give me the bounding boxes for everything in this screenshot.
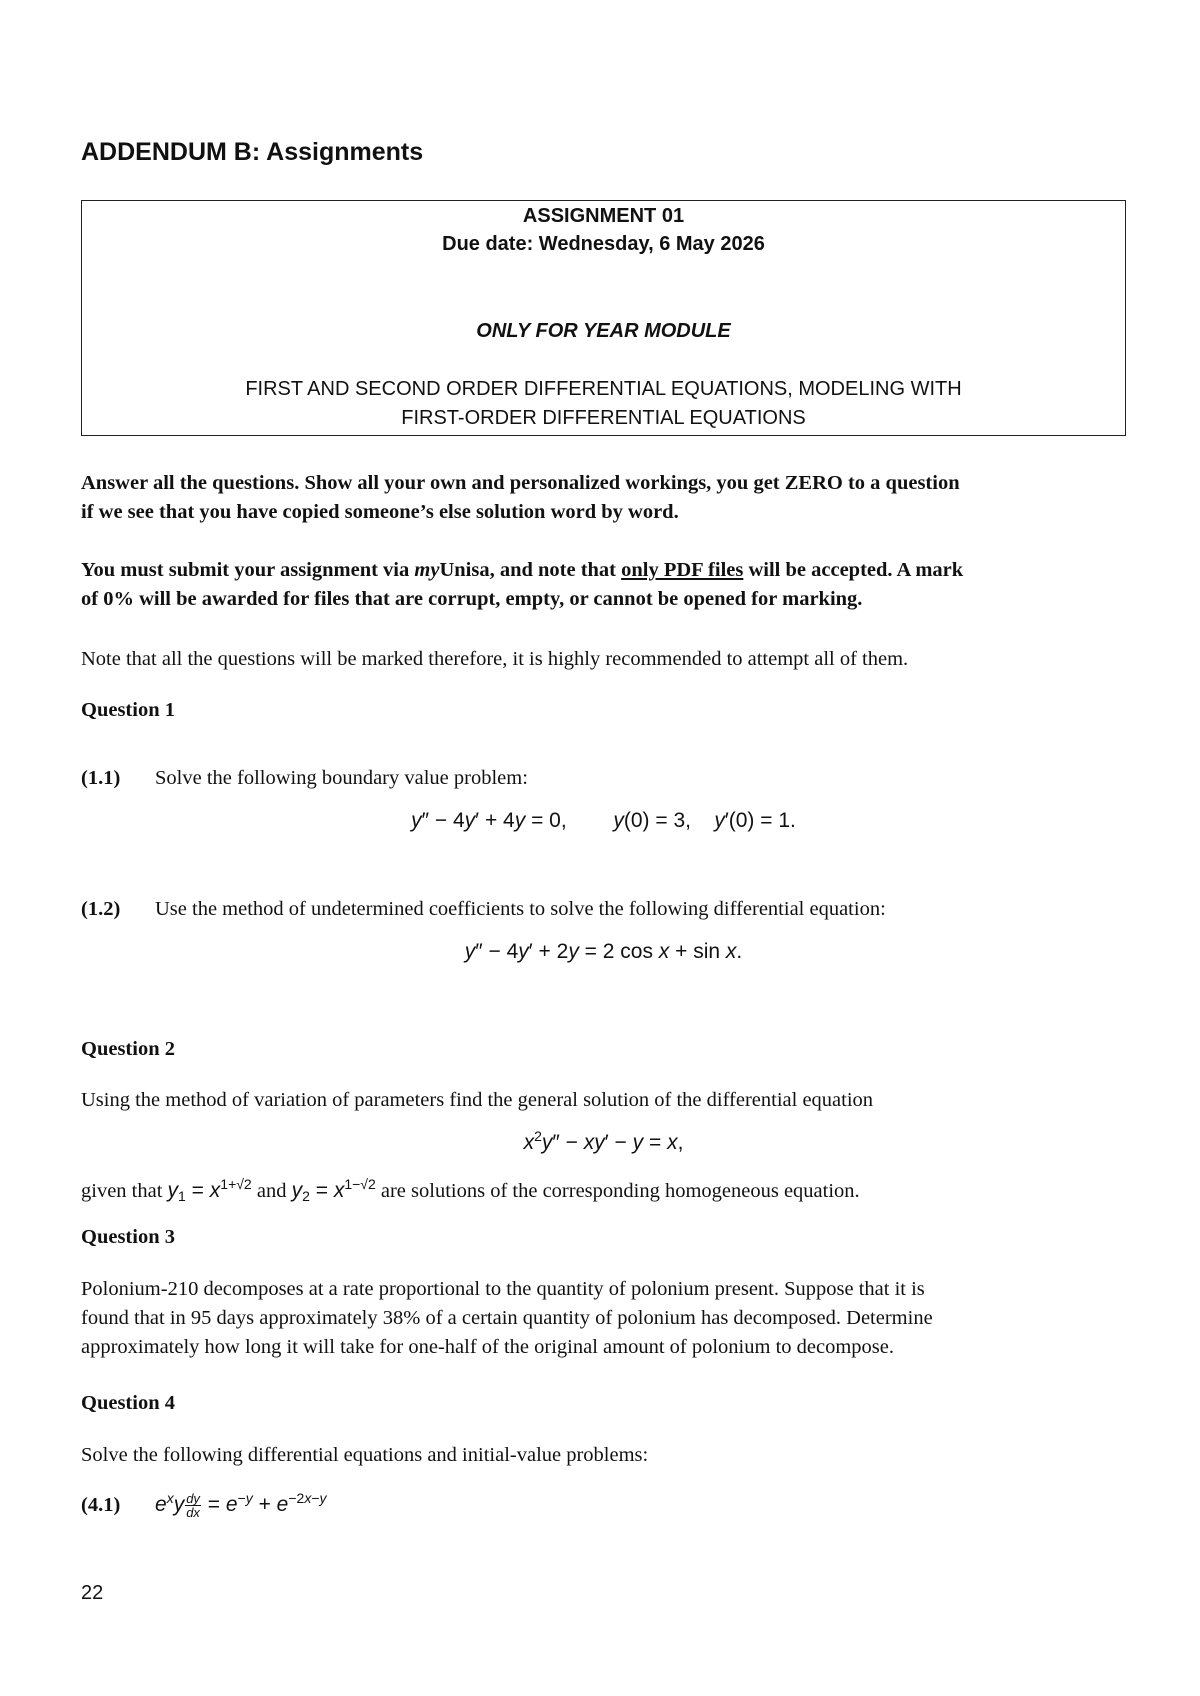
instructions-paragraph-2 — [81, 556, 1126, 614]
question-2-heading: Question 2 — [81, 1038, 175, 1060]
question-2-given: given that $y_1 = x^{1+√2}$ and $y_2 = x^{1-√2}$ are solutions of the corresponding homogeneous equation. — [81, 1176, 860, 1204]
assignment-title: ASSIGNMENT 01 — [522, 205, 685, 227]
instructions-line: of 0% will be awarded for files that are corrupt, empty, or cannot be opened for marking. — [81, 588, 863, 610]
question-3-line: approximately how long it will take for one-half of the original amount of polonium to decompose. — [81, 1336, 894, 1358]
section-heading: ADDENDUM B: Assignments — [81, 138, 424, 166]
pdf-only-note: only PDF files — [621, 559, 744, 581]
equation-4-1: $e^xy$ $\frac{dy}{dx}$ = $e^{-y} + e^{-2x-y}$ — [155, 1490, 327, 1520]
question-1-2-text: Use the method of undetermined coefficients to solve the following differential equation: — [155, 898, 886, 920]
page-number: 22 — [81, 1582, 104, 1604]
question-3-text — [81, 1275, 1126, 1362]
question-1-1-text: Solve the following boundary value problem: — [155, 767, 528, 789]
my-prefix: my — [414, 559, 440, 581]
question-3-line: found that in 95 days approximately 38% of a certain quantity of polonium has decomposed. Determine — [81, 1307, 933, 1329]
instructions-line: You must submit your assignment via myUnisa, and note that only PDF files will be accepted. A mark — [81, 559, 964, 581]
question-3-line: Polonium-210 decomposes at a rate proportional to the quantity of polonium present. Suppose that it is — [81, 1278, 925, 1300]
instructions-paragraph-3: Note that all the questions will be marked therefore, it is highly recommended to attempt all of them. — [81, 648, 909, 670]
question-1-heading: Question 1 — [81, 699, 175, 721]
equation-1-2: y″ − 4y′ + 2y = 2 cos x + sin x. — [464, 940, 743, 963]
topic-line-1: FIRST AND SECOND ORDER DIFFERENTIAL EQUATIONS, MODELING WITH — [245, 378, 962, 400]
due-date: Due date: Wednesday, 6 May 2026 — [442, 233, 765, 255]
assignment-header-box — [81, 200, 1126, 436]
question-1-1-number: (1.1) — [81, 767, 121, 789]
question-4-text: Solve the following differential equations and initial-value problems: — [81, 1444, 649, 1466]
question-2-text: Using the method of variation of parameters find the general solution of the differential equation — [81, 1089, 874, 1111]
topic-line-2: FIRST-ORDER DIFFERENTIAL EQUATIONS — [401, 407, 806, 429]
question-3-heading: Question 3 — [81, 1226, 175, 1248]
equation-1-1: y″ − 4y′ + 4y = 0, y(0) = 3, y′(0) = 1. — [411, 809, 796, 832]
instructions-paragraph-1 — [81, 469, 1126, 527]
instructions-line: Answer all the questions. Show all your own and personalized workings, you get ZERO to a question — [81, 472, 960, 494]
question-4-heading: Question 4 — [81, 1392, 175, 1414]
equation-2: $x^2y'' - xy' - y = x$, — [523, 1128, 684, 1154]
question-1-2-number: (1.2) — [81, 898, 121, 920]
module-note: ONLY FOR YEAR MODULE — [476, 320, 731, 342]
instructions-line: if we see that you have copied someone’s else solution word by word. — [81, 501, 679, 523]
question-4-1-number: (4.1) — [81, 1494, 121, 1516]
